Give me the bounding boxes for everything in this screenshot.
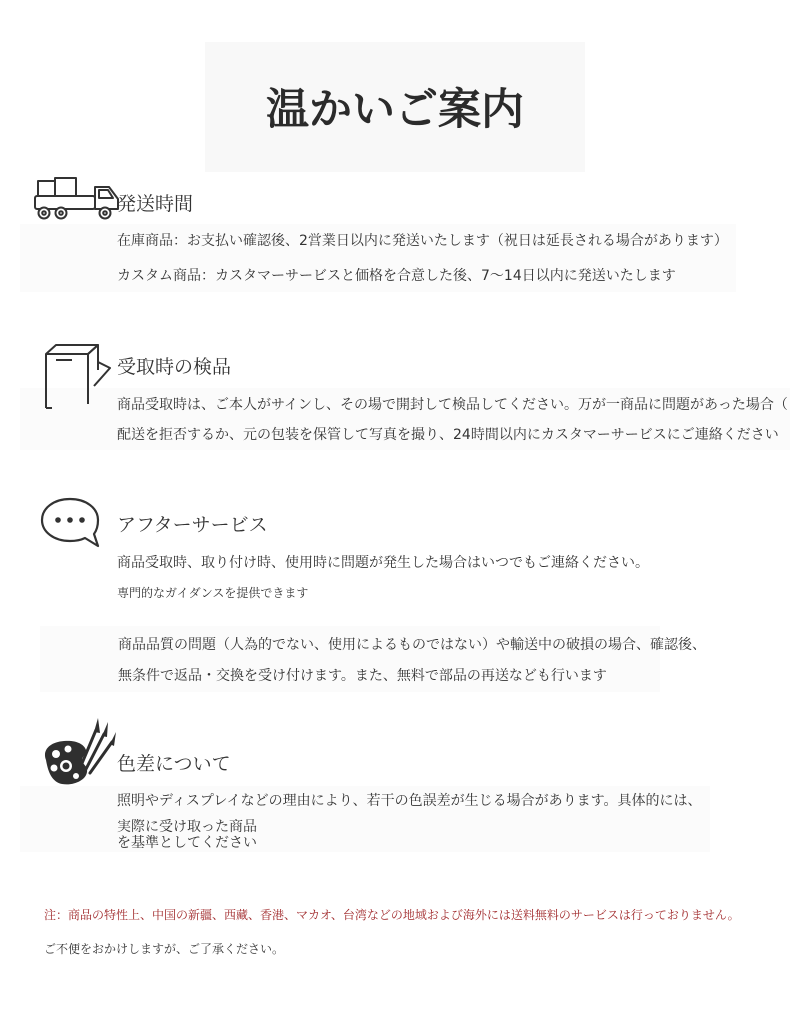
shipping-restriction-note: 注：商品の特性上、中国の新疆、西藏、香港、マカオ、台湾などの地域および海外には送料無料のサービスは行っておりません。 bbox=[44, 908, 740, 922]
shipping-line-custom: カスタム商品：カスタマーサービスと価格を合意した後、7〜14日以内に発送いたします bbox=[117, 268, 676, 284]
speech-bubble-icon bbox=[40, 496, 102, 550]
after-service-heading: アフターサービス bbox=[117, 514, 268, 536]
color-difference-line-3: を基準としてください bbox=[117, 835, 257, 851]
shipping-heading: 発送時間 bbox=[117, 193, 194, 215]
color-difference-line-2: 実際に受け取った商品 bbox=[117, 819, 257, 835]
inspection-heading: 受取時の検品 bbox=[117, 356, 232, 378]
box-icon bbox=[42, 342, 112, 412]
color-difference-line-1: 照明やディスプレイなどの理由により、若干の色誤差が生じる場合があります。具体的には、 bbox=[117, 793, 702, 809]
inspection-line-1: 商品受取時は、ご本人がサインし、その場で開封して検品してください。万が一商品に問題があった場合（ bbox=[117, 397, 788, 413]
page-title: 温かいご案内 bbox=[266, 85, 524, 135]
shipping-line-stock: 在庫商品：お支払い確認後、2営業日以内に発送いたします（祝日は延長される場合があります） bbox=[117, 233, 728, 249]
quality-line-2: 無条件で返品・交換を受け付けます。また、無料で部品の再送なども行います bbox=[118, 668, 607, 684]
quality-line-1: 商品品質の問題（人為的でない、使用によるものではない）や輸送中の破損の場合、確認後、 bbox=[118, 637, 706, 653]
paint-palette-icon bbox=[40, 716, 116, 790]
after-service-sub-note: 専門的なガイダンスを提供できます bbox=[117, 586, 309, 600]
truck-icon bbox=[34, 176, 120, 222]
color-difference-heading: 色差について bbox=[117, 753, 231, 775]
apology-note: ご不便をおかけしますが、ご了承ください。 bbox=[44, 942, 285, 956]
inspection-line-2: 配送を拒否するか、元の包装を保管して写真を撮り、24時間以内にカスタマーサービスにご連絡ください bbox=[117, 427, 779, 443]
after-service-line: 商品受取時、取り付け時、使用時に問題が発生した場合はいつでもご連絡ください。 bbox=[117, 555, 649, 571]
